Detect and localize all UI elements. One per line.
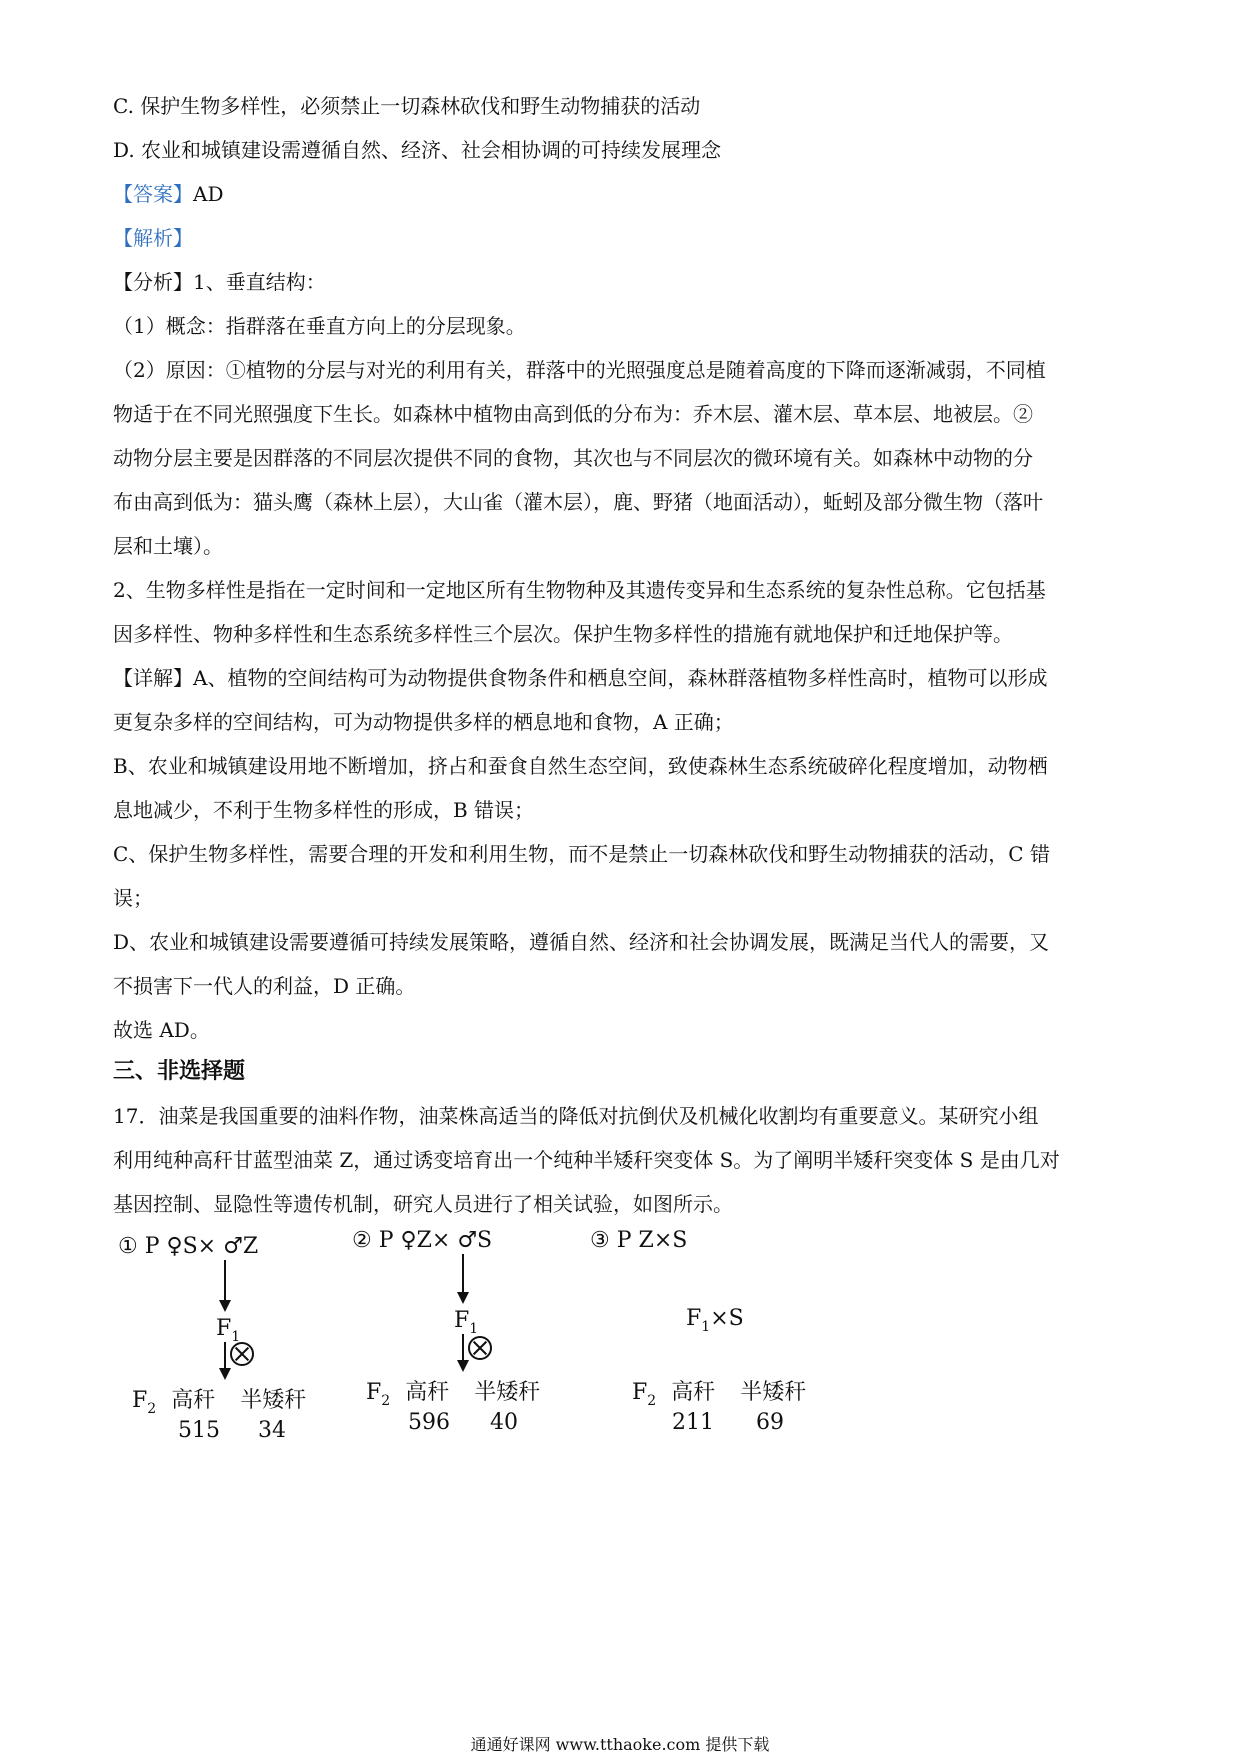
f1-subscript: 1 — [469, 1321, 479, 1337]
answer-line — [113, 180, 1133, 208]
cross1-f2 — [132, 1388, 306, 1416]
cross2-tall-count: 596 — [408, 1410, 450, 1435]
f1-subscript: 1 — [701, 1319, 711, 1335]
arrow-down-icon — [224, 1342, 226, 1370]
cross2-parents — [352, 1228, 492, 1254]
analysis-line: 更复杂多样的空间结构，可为动物提供多样的栖息地和食物，A 正确； — [113, 710, 734, 734]
arrow-down-icon — [219, 1300, 231, 1312]
cross3-testcross — [686, 1306, 744, 1334]
analysis-label: 【解析】 — [113, 226, 193, 250]
f2-label: F — [132, 1388, 148, 1413]
analysis-line: 2、生物多样性是指在一定时间和一定地区所有生物物种及其遗传变异和生态系统的复杂性总称。它包括基 — [113, 578, 1046, 602]
cross1-parents-label: P ♀S× ♂Z — [144, 1234, 259, 1259]
tall-label: 高秆 — [405, 1380, 450, 1405]
cross1-tall-count: 515 — [178, 1418, 220, 1443]
short-label: 半矮秆 — [740, 1380, 807, 1405]
analysis-line: （2）原因：①植物的分层与对光的利用有关，群落中的光照强度总是随着高度的下降而逐渐减弱，不同植 — [113, 358, 1046, 382]
selfing-icon — [230, 1342, 254, 1366]
question-line: 利用纯种高秆甘蓝型油菜 Z，通过诱变培育出一个纯种半矮秆突变体 S。为了阐明半矮秆突变体 S 是由几对 — [113, 1148, 1060, 1172]
analysis-line: （1）概念：指群落在垂直方向上的分层现象。 — [113, 314, 526, 338]
cross2-f2 — [366, 1380, 540, 1408]
cross2-number: ② — [352, 1228, 372, 1253]
short-label: 半矮秆 — [474, 1380, 541, 1405]
analysis-line: B、农业和城镇建设用地不断增加，挤占和蚕食自然生态空间，致使森林生态系统破碎化程度增加，动物栖 — [113, 754, 1048, 778]
question-line: 基因控制、显隐性等遗传机制，研究人员进行了相关试验，如图所示。 — [113, 1192, 733, 1216]
option-c: C. 保护生物多样性，必须禁止一切森林砍伐和野生动物捕获的活动 — [113, 94, 701, 118]
page-footer: 通通好课网 www.tthaoke.com 提供下载 — [470, 1735, 770, 1754]
analysis-line: 因多样性、物种多样性和生态系统多样性三个层次。保护生物多样性的措施有就地保护和迁地保护等。 — [113, 622, 1013, 646]
cross2-f1 — [454, 1308, 478, 1336]
arrow-down-icon — [462, 1254, 464, 1294]
arrow-down-icon — [224, 1260, 226, 1302]
f1-label: F — [454, 1308, 470, 1333]
cross3-short-count: 69 — [756, 1410, 784, 1435]
analysis-line: 误； — [113, 886, 153, 910]
option-d: D. 农业和城镇建设需遵循自然、经济、社会相协调的可持续发展理念 — [113, 138, 722, 162]
cross3-parents-label: P Z×S — [616, 1228, 688, 1253]
cross3-tall-count: 211 — [672, 1410, 714, 1435]
f1-label: F — [216, 1316, 232, 1341]
answer-label: 【答案】 — [113, 182, 193, 206]
answer-value: AD — [193, 182, 224, 206]
analysis-line: 故选 AD。 — [113, 1018, 210, 1042]
f1-label: F — [686, 1306, 702, 1331]
arrow-down-icon — [457, 1292, 469, 1304]
f2-subscript: 2 — [381, 1393, 391, 1409]
short-label: 半矮秆 — [240, 1388, 307, 1413]
analysis-line: 不损害下一代人的利益，D 正确。 — [113, 974, 416, 998]
f2-subscript: 2 — [647, 1393, 657, 1409]
tall-label: 高秆 — [171, 1388, 216, 1413]
cross1-f1 — [216, 1316, 240, 1344]
question-line: 17．油菜是我国重要的油料作物，油菜株高适当的降低对抗倒伏及机械化收割均有重要意义。某研究小组 — [113, 1104, 1039, 1128]
analysis-line: 【详解】A、植物的空间结构可为动物提供食物条件和栖息空间，森林群落植物多样性高时，植物可以形成 — [113, 666, 1048, 690]
cross2-parents-label: P ♀Z× ♂S — [378, 1228, 493, 1253]
cross1-parents — [118, 1234, 258, 1260]
arrow-down-icon — [219, 1368, 231, 1380]
cross1-number: ① — [118, 1234, 138, 1259]
analysis-line: C、保护生物多样性，需要合理的开发和利用生物，而不是禁止一切森林砍伐和野生动物捕获的活动，C 错 — [113, 842, 1050, 866]
selfing-icon — [468, 1336, 492, 1360]
f2-label: F — [632, 1380, 648, 1405]
f2-label: F — [366, 1380, 382, 1405]
cross3-f2 — [632, 1380, 806, 1408]
cross3-parents — [590, 1228, 687, 1254]
f1-subscript: 1 — [231, 1329, 241, 1345]
cross3-number: ③ — [590, 1228, 610, 1253]
analysis-line: 【分析】1、垂直结构： — [113, 270, 326, 294]
cross1-short-count: 34 — [258, 1418, 286, 1443]
analysis-line: 布由高到低为：猫头鹰（森林上层），大山雀（灌木层），鹿、野猪（地面活动），蚯蚓及部分微生物（落叶 — [113, 490, 1043, 514]
cross2-short-count: 40 — [490, 1410, 518, 1435]
testcross-label: ×S — [710, 1306, 744, 1331]
analysis-line: 层和土壤）。 — [113, 534, 223, 558]
section-title: 三、非选择题 — [113, 1059, 246, 1084]
tall-label: 高秆 — [671, 1380, 716, 1405]
f2-subscript: 2 — [147, 1401, 157, 1417]
analysis-line: D、农业和城镇建设需要遵循可持续发展策略，遵循自然、经济和社会协调发展，既满足当代人的需要，又 — [113, 930, 1050, 954]
analysis-line: 动物分层主要是因群落的不同层次提供不同的食物，其次也与不同层次的微环境有关。如森林中动物的分 — [113, 446, 1033, 470]
analysis-line: 息地减少，不利于生物多样性的形成，B 错误； — [113, 798, 535, 822]
arrow-down-icon — [462, 1334, 464, 1362]
arrow-down-icon — [457, 1360, 469, 1372]
analysis-line: 物适于在不同光照强度下生长。如森林中植物由高到低的分布为：乔木层、灌木层、草本层、地被层。② — [113, 402, 1033, 426]
